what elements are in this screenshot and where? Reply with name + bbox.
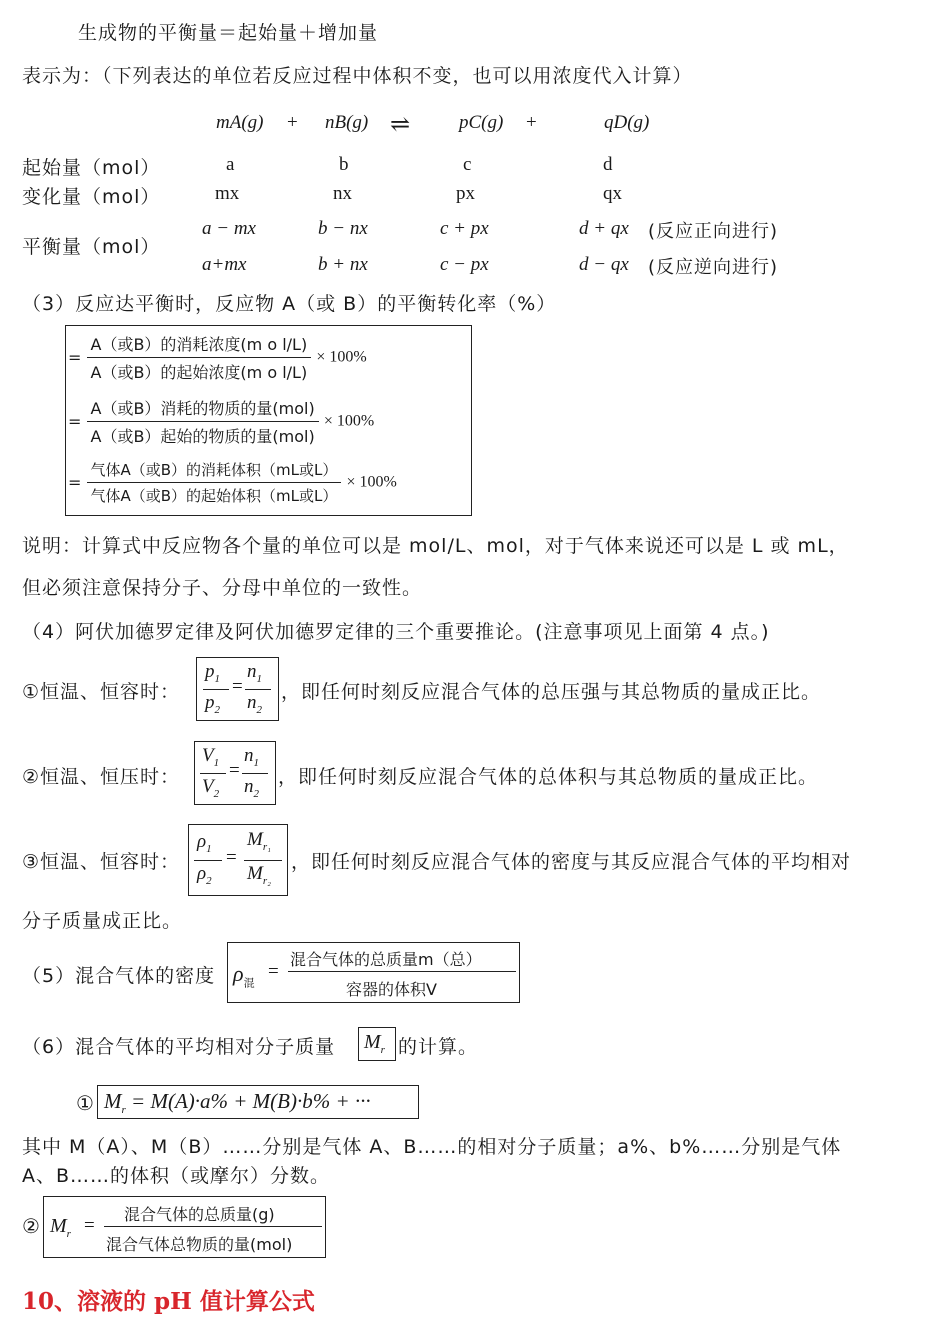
forward-note: (反应正向进行) [648, 221, 779, 242]
product-d: qD(g) [604, 112, 650, 133]
mr-formula1-box [97, 1085, 419, 1119]
section6-title-post: 的计算。 [398, 1036, 479, 1058]
formula-denominator: $V_2$ [202, 776, 220, 800]
fraction-denominator: 气体A（或B）的起始体积（mL或L） [90, 487, 338, 505]
table-cell: a − mx [202, 218, 256, 239]
formula-denominator: $M_{r_2}$ [247, 863, 271, 887]
change-label: 变化量（mol） [22, 186, 161, 208]
corollary1-label: ①恒温、恒容时： [22, 681, 181, 703]
table-cell: d + qx [579, 218, 629, 239]
mr-formula2-denominator: 混合气体总物质的量(mol) [106, 1235, 293, 1254]
mr-symbol: $M_r$ [50, 1215, 71, 1240]
table-cell: nx [333, 183, 352, 204]
table-cell: px [456, 183, 475, 204]
fraction-bar [244, 860, 282, 861]
section3-title: （3）反应达平衡时，反应物 A（或 B）的平衡转化率（%） [22, 293, 557, 315]
corollary3-text: ，即任何时刻反应混合气体的密度与其反应混合气体的平均相对 [291, 851, 852, 873]
table-cell: b + nx [318, 254, 368, 275]
fraction-bar [288, 971, 516, 972]
formula-numerator: $M_{r_1}$ [247, 829, 271, 853]
fraction-denominator: A（或B）的起始浓度(m o l/L) [90, 363, 308, 382]
fraction [87, 459, 342, 506]
explain-line-1: 其中 M（A）、M（B）……分别是气体 A、B……的相对分子质量；a%、b%……分别是气体 [22, 1136, 842, 1158]
formula-row [68, 459, 397, 506]
fraction-bar [203, 689, 229, 690]
mr-formula1: $M_r = M(A)\cdot a\% + M(B)\cdot b\%$ + ··· [104, 1089, 371, 1117]
density-denominator: 容器的体积V [346, 980, 437, 999]
formula-row [68, 396, 374, 447]
times-100-percent: × 100% [323, 412, 375, 430]
table-cell: qx [603, 183, 622, 204]
formula-denominator: $n_2$ [244, 776, 259, 800]
formula2-label: ② [22, 1216, 40, 1238]
reactant-b: nB(g) [325, 112, 369, 133]
mr-formula2-box [43, 1196, 326, 1258]
table-cell: b [339, 154, 349, 175]
mr-formula2-numerator: 混合气体的总质量(g) [124, 1205, 275, 1224]
fraction-bar [242, 773, 268, 774]
explain-line-2: A、B……的体积（或摩尔）分数。 [22, 1165, 331, 1187]
corollary3-formula-box [188, 824, 288, 896]
corollary1-text: ，即任何时刻反应混合气体的总压强与其总物质的量成正比。 [281, 681, 822, 703]
rho-symbol: $\rho_混$ [233, 961, 255, 990]
formula-denominator: $p_2$ [205, 692, 220, 716]
density-formula-box [227, 942, 520, 1003]
formula-numerator: $n_1$ [244, 745, 259, 769]
fraction-bar [245, 689, 271, 690]
expression-line: 表示为：（下列表达的单位若反应过程中体积不变，也可以用浓度代入计算） [22, 65, 693, 87]
table-cell: mx [215, 183, 240, 204]
conversion-rate-box [65, 325, 472, 516]
formula-numerator: $n_1$ [247, 661, 262, 685]
fraction [87, 332, 312, 383]
equals-sign: = [226, 847, 237, 868]
initial-label: 起始量（mol） [22, 157, 161, 179]
fraction-numerator: A（或B）的消耗浓度(m o l/L) [87, 332, 312, 358]
equilibrium-label: 平衡量（mol） [22, 236, 161, 258]
corollary3-text-cont: 分子质量成正比。 [22, 910, 183, 932]
equals-sign: = [232, 676, 243, 697]
equals-sign: = [268, 961, 279, 982]
times-100-percent: × 100% [346, 473, 397, 491]
product-balance-line: 生成物的平衡量＝起始量＋增加量 [78, 22, 379, 44]
plus-sign: + [526, 112, 537, 133]
corollary1-formula-box [196, 657, 279, 721]
corollary2-text: ，即任何时刻反应混合气体的总体积与其总物质的量成正比。 [278, 766, 819, 788]
equals-sign: = [68, 348, 82, 367]
formula-row [68, 332, 367, 383]
table-cell: d − qx [579, 254, 629, 275]
fraction-numerator: 气体A（或B）的消耗体积（mL或L） [87, 459, 342, 483]
formula-numerator: $\rho_1$ [197, 831, 212, 855]
table-cell: c − px [440, 254, 489, 275]
section10-heading: 10、溶液的 pH 值计算公式 [22, 1288, 315, 1315]
times-100-percent: × 100% [316, 348, 367, 366]
table-cell: a+mx [202, 254, 247, 275]
product-c: pC(g) [459, 112, 504, 133]
mr-symbol-box [358, 1027, 396, 1061]
corollary2-formula-box [194, 741, 276, 805]
table-cell: d [603, 154, 613, 175]
equals-sign: = [68, 412, 82, 431]
formula1-label: ① [76, 1093, 94, 1115]
equals-sign: = [229, 760, 240, 781]
formula-denominator: $n_2$ [247, 692, 262, 716]
section6-title-pre: （6）混合气体的平均相对分子质量 [22, 1036, 336, 1058]
table-cell: b − nx [318, 218, 368, 239]
formula-numerator: $p_1$ [205, 661, 220, 685]
table-cell: c + px [440, 218, 489, 239]
equilibrium-arrow: ⇌ [390, 112, 411, 138]
reverse-note: (反应逆向进行) [648, 257, 779, 278]
section5-title: （5）混合气体的密度 [22, 965, 216, 987]
fraction-denominator: A（或B）起始的物质的量(mol) [90, 427, 315, 446]
mr-symbol: $M_r$ [364, 1031, 385, 1056]
plus-sign: + [287, 112, 298, 133]
equals-sign: = [68, 473, 82, 492]
fraction-bar [104, 1226, 322, 1227]
corollary3-label: ③恒温、恒容时： [22, 851, 181, 873]
table-cell: c [463, 154, 472, 175]
formula-numerator: $V_1$ [202, 745, 220, 769]
fraction [87, 396, 319, 447]
fraction-bar [200, 773, 226, 774]
equals-sign: = [84, 1215, 95, 1236]
fraction-numerator: A（或B）消耗的物质的量(mol) [87, 396, 319, 422]
section4-title: （4）阿伏加德罗定律及阿伏加德罗定律的三个重要推论。(注意事项见上面第 4 点。) [22, 621, 770, 643]
formula-denominator: $\rho_2$ [197, 863, 212, 887]
note-line-1: 说明：计算式中反应物各个量的单位可以是 mol/L、mol，对于气体来说还可以是 L 或 mL， [22, 535, 849, 557]
fraction-bar [194, 860, 222, 861]
corollary2-label: ②恒温、恒压时： [22, 766, 181, 788]
reactant-a: mA(g) [216, 112, 264, 133]
table-cell: a [226, 154, 235, 175]
density-numerator: 混合气体的总质量m（总） [290, 950, 482, 969]
note-line-2: 但必须注意保持分子、分母中单位的一致性。 [22, 577, 423, 599]
